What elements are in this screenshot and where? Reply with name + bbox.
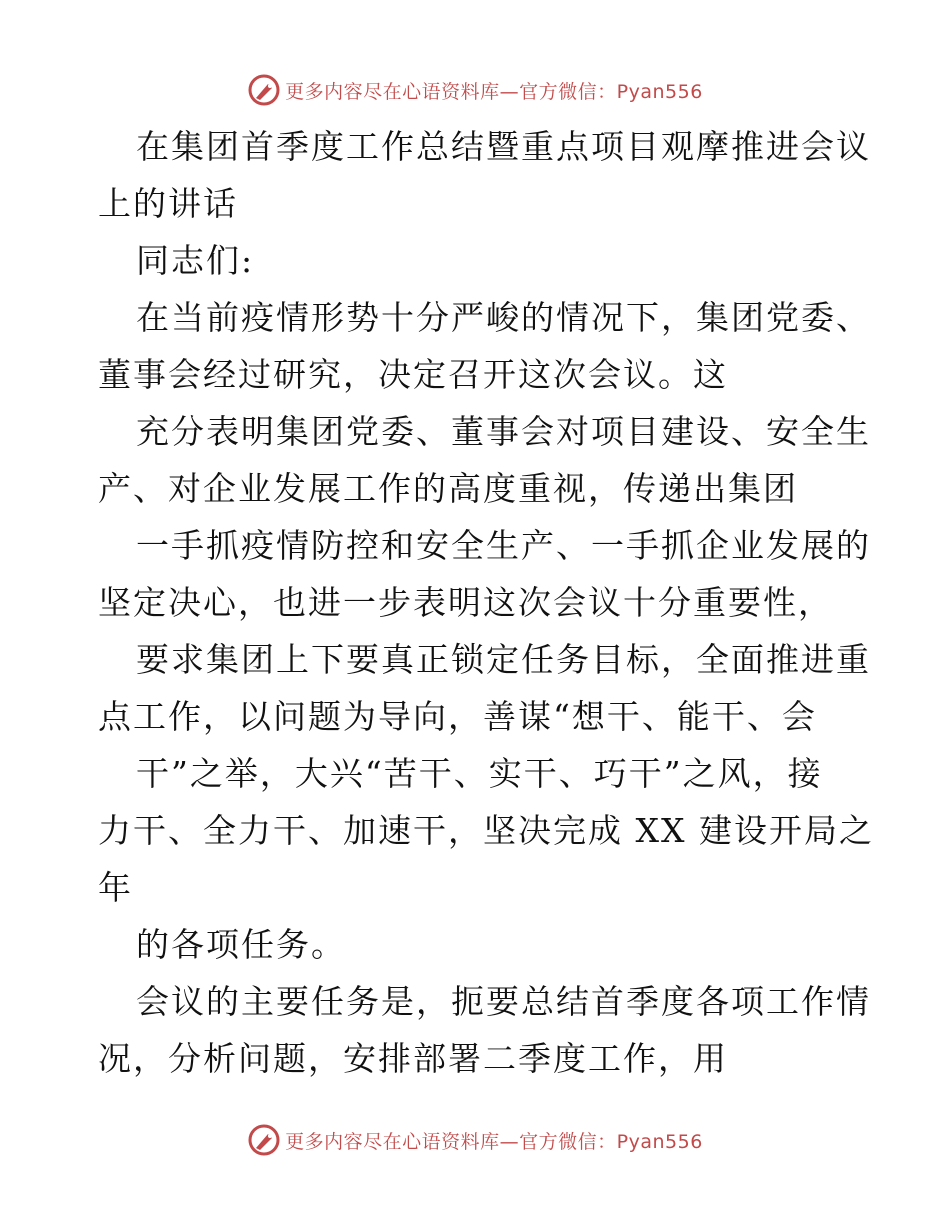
salutation: 同志们: (136, 241, 255, 280)
paragraph-line: 在当前疫情形势十分严峻的情况下，集团党委、 (136, 298, 871, 337)
paragraph-line: 坚定决心，也进一步表明这次会议十分重要性， (98, 583, 833, 622)
title-line-1: 在集团首季度工作总结暨重点项目观摩推进会议 (136, 127, 871, 166)
header-watermark (0, 70, 950, 110)
paragraph-line: 点工作，以问题为导向，善谋“想干、能干、会 (98, 697, 817, 736)
paragraph-line: 要求集团上下要真正锁定任务目标，全面推进重 (136, 640, 871, 679)
paragraph-line: 一手抓疫情防控和安全生产、一手抓企业发展的 (136, 526, 871, 565)
paragraph-line: 力干、全力干、加速干，坚决完成 XX 建设开局之 (98, 811, 874, 850)
paragraph-line: 董事会经过研究，决定召开这次会议。这 (98, 355, 728, 394)
footer-watermark-text: 更多内容尽在心语资料库—官方微信：Pyan556 (285, 1130, 703, 1153)
paragraph-line: 产、对企业发展工作的高度重视，传递出集团 (98, 469, 798, 508)
paragraph-line: 干”之举，大兴“苦干、实干、巧干”之风，接 (136, 754, 823, 793)
paragraph-line: 会议的主要任务是，扼要总结首季度各项工作情 (136, 982, 871, 1021)
pen-logo-icon (247, 73, 281, 107)
paragraph-line: 况，分析问题，安排部署二季度工作，用 (98, 1039, 728, 1078)
paragraph-line: 年 (98, 868, 133, 907)
paragraph-line: 充分表明集团党委、董事会对项目建设、安全生 (136, 412, 871, 451)
pen-logo-icon (247, 1123, 281, 1157)
paragraph-line: 的各项任务。 (136, 925, 346, 964)
header-watermark-text: 更多内容尽在心语资料库—官方微信：Pyan556 (285, 80, 703, 103)
title-line-2: 上的讲话 (98, 184, 238, 223)
footer-watermark (0, 1120, 950, 1160)
document-body (98, 118, 874, 1087)
